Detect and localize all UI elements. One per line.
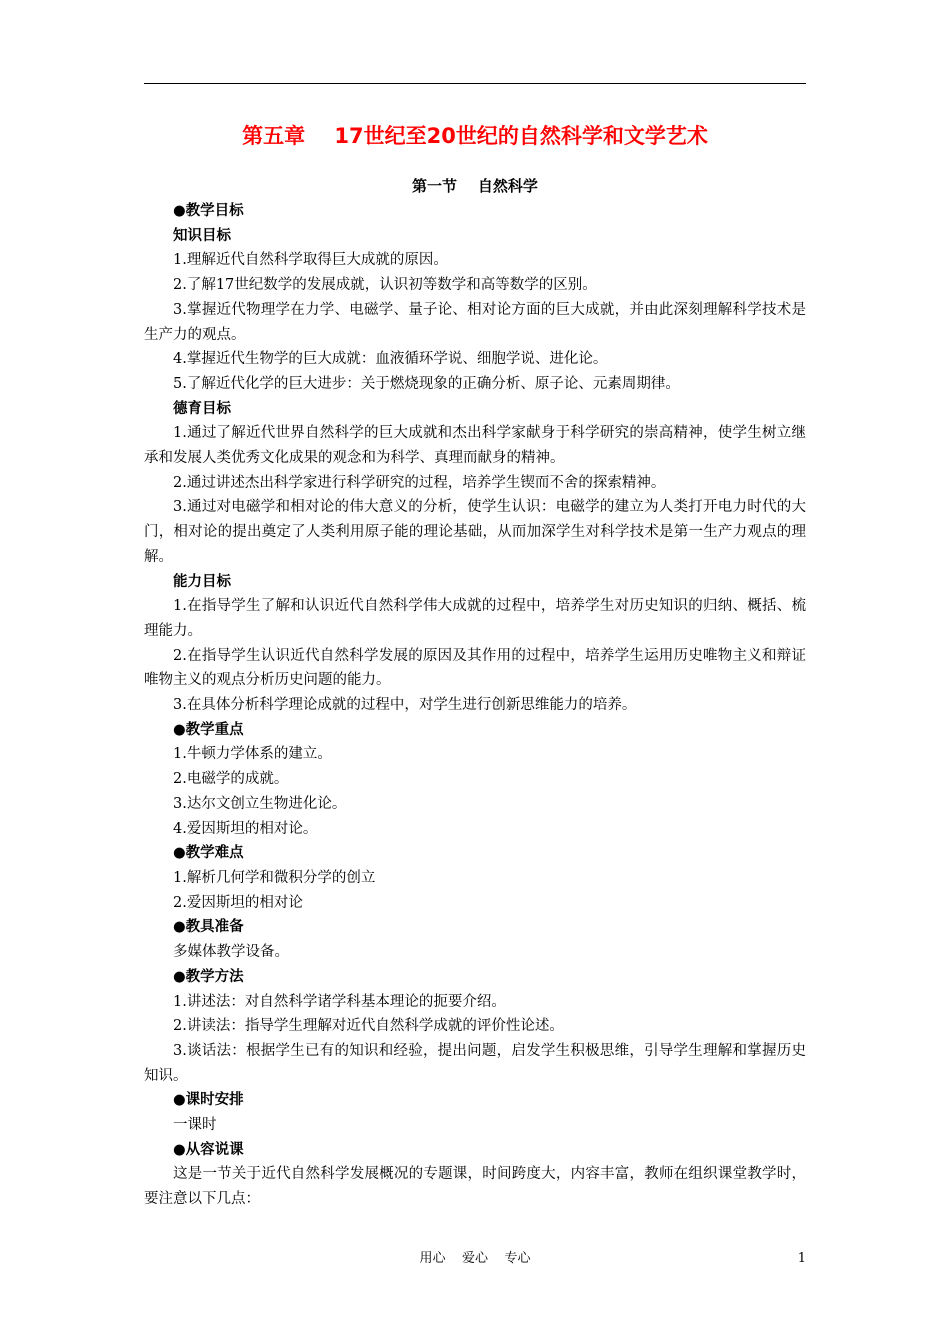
paragraph: 2.在指导学生认识近代自然科学发展的原因及其作用的过程中，培养学生运用历史唯物主义和辩证唯物主义的观点分析历史问题的能力。 bbox=[144, 647, 806, 689]
paragraph: 3.达尔文创立生物进化论。 bbox=[173, 795, 347, 812]
paragraph: 2.爱因斯坦的相对论 bbox=[173, 894, 303, 911]
heading-teaching-methods: ●教学方法 bbox=[173, 968, 244, 985]
page-footer bbox=[144, 1247, 806, 1271]
paragraph: 2.讲读法：指导学生理解对近代自然科学成就的评价性论述。 bbox=[173, 1018, 564, 1035]
paragraph: 1.在指导学生了解和认识近代自然科学伟大成就的过程中，培养学生对历史知识的归纳、概括、梳理能力。 bbox=[144, 598, 806, 639]
section-title: 第一节 自然科学 bbox=[412, 177, 538, 195]
heading-class-schedule: ●课时安排 bbox=[173, 1092, 244, 1109]
paragraph: 2.通过讲述杰出科学家进行科学研究的过程，培养学生锲而不舍的探索精神。 bbox=[173, 474, 666, 491]
paragraph: 这是一节关于近代自然科学发展概况的专题课，时间跨度大，内容丰富，教师在组织课堂教学时，要注意以下几点： bbox=[144, 1166, 806, 1208]
paragraph: 1.通过了解近代世界自然科学的巨大成就和杰出科学家献身于科学研究的崇高精神，使学生树立继承和发展人类优秀文化成果的观念和为科学、真理而献身的精神。 bbox=[144, 425, 806, 467]
paragraph: 3.掌握近代物理学在力学、电磁学、量子论、相对论方面的巨大成就，并由此深刻理解科学技术是生产力的观点。 bbox=[144, 301, 806, 343]
paragraph: 4.掌握近代生物学的巨大成就：血液循环学说、细胞学说、进化论。 bbox=[173, 351, 608, 368]
heading-ability-goals: 能力目标 bbox=[173, 573, 231, 590]
footer-motto: 用心 爱心 专心 bbox=[419, 1251, 531, 1266]
heading-key-points: ●教学重点 bbox=[173, 721, 244, 738]
heading-lesson-intro: ●从容说课 bbox=[173, 1141, 244, 1158]
paragraph: 1.理解近代自然科学取得巨大成就的原因。 bbox=[173, 252, 448, 269]
document-body bbox=[144, 199, 806, 1212]
paragraph: 1.讲述法：对自然科学诸学科基本理论的扼要介绍。 bbox=[173, 993, 506, 1010]
heading-teaching-goals: ●教学目标 bbox=[173, 203, 244, 219]
heading-teaching-tools: ●教具准备 bbox=[173, 919, 244, 936]
paragraph: 一课时 bbox=[173, 1117, 217, 1134]
paragraph: 3.谈话法：根据学生已有的知识和经验，提出问题，启发学生积极思维，引导学生理解和掌握历史知识。 bbox=[144, 1042, 806, 1084]
chapter-title: 第五章 17世纪至20世纪的自然科学和文学艺术 bbox=[242, 124, 708, 148]
paragraph: 1.解析几何学和微积分学的创立 bbox=[173, 869, 376, 886]
paragraph: 2.了解17世纪数学的发展成就，认识初等数学和高等数学的区别。 bbox=[173, 277, 597, 294]
paragraph: 1.牛顿力学体系的建立。 bbox=[173, 746, 332, 763]
paragraph: 4.爱因斯坦的相对论。 bbox=[173, 820, 318, 837]
page-number: 1 bbox=[797, 1251, 806, 1266]
heading-moral-goals: 德育目标 bbox=[173, 400, 231, 417]
heading-knowledge-goals: 知识目标 bbox=[173, 227, 231, 244]
paragraph: 3.通过对电磁学和相对论的伟大意义的分析，使学生认识：电磁学的建立为人类打开电力时代的大门，相对论的提出奠定了人类利用原子能的理论基础，从而加深学生对科学技术是第一生产力观点的理解。 bbox=[144, 499, 806, 565]
paragraph: 5.了解近代化学的巨大进步：关于燃烧现象的正确分析、原子论、元素周期律。 bbox=[173, 375, 680, 392]
paragraph: 多媒体教学设备。 bbox=[173, 944, 289, 961]
paragraph: 2.电磁学的成就。 bbox=[173, 771, 289, 788]
heading-difficult-points: ●教学难点 bbox=[173, 845, 244, 862]
header-rule bbox=[144, 83, 806, 84]
paragraph: 3.在具体分析科学理论成就的过程中，对学生进行创新思维能力的培养。 bbox=[173, 697, 637, 714]
